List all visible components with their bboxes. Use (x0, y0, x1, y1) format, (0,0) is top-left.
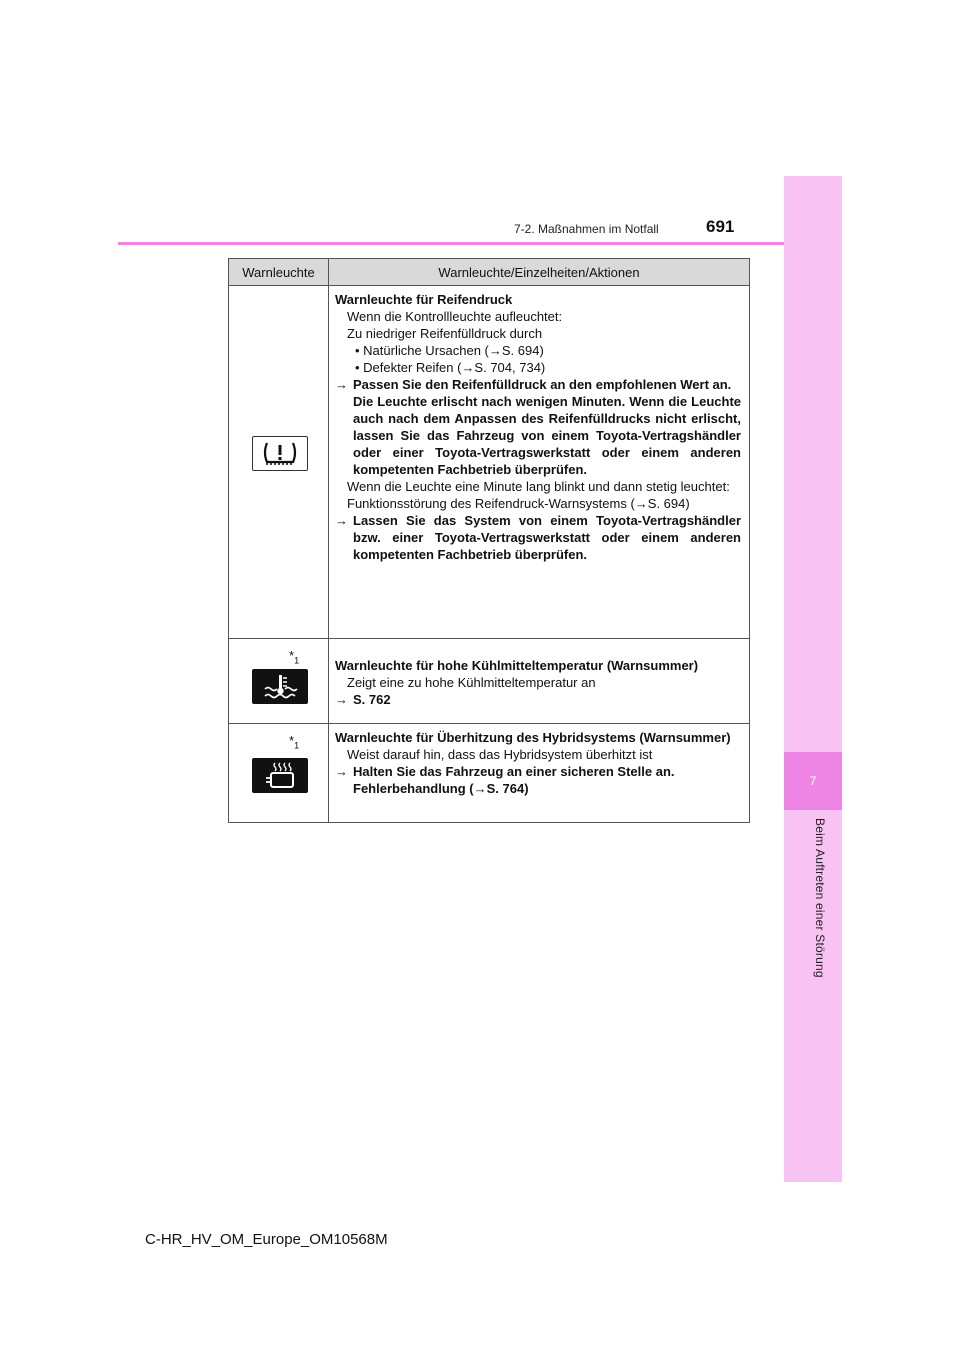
action-text: Passen Sie den Reifenfülldruck an den empfohlenen Wert an. (353, 377, 732, 392)
document-code: C-HR_HV_OM_Europe_OM10568M (145, 1231, 388, 1248)
column-header-details: Warnleuchte/Einzelheiten/Aktionen (329, 259, 750, 286)
chapter-side-tab (784, 176, 842, 1182)
detail-line: Wenn die Leuchte eine Minute lang blinkt und dann stetig leuchtet: (347, 479, 730, 494)
table-header-row (229, 259, 750, 286)
detail-line: Wenn die Kontrollleuchte aufleuchtet: (347, 309, 563, 324)
action-block (335, 691, 741, 708)
action-text: Die Leuchte erlischt nach wenigen Minuten. Wenn die Leuchte auch nach dem Anpassen des Reifenfülldrucks nicht erlischt, lassen Sie das Fahrzeug von einem Toyota-Vertragshändler oder einer Toyota-Vertragswerkstatt oder einem anderen kompetenten Fachbetrieb überprüfen. (353, 394, 741, 477)
icon-cell (229, 286, 329, 639)
action-block (335, 376, 741, 478)
row-title: Warnleuchte für Reifendruck (335, 292, 513, 307)
icon-cell (229, 639, 329, 724)
column-header-warnleuchte: Warnleuchte (229, 259, 329, 286)
page-reference: S. 762 (353, 692, 391, 707)
chapter-title: Beim Auftreten einer Störung (813, 818, 827, 978)
page-number: 691 (706, 217, 735, 236)
details-cell (329, 286, 750, 639)
detail-line: Funktionsstörung des Reifendruck-Warnsystems (→S. 694) (347, 496, 690, 511)
arrow-icon: → (335, 377, 348, 392)
action-text: Lassen Sie das System von einem Toyota-Vertragshändler bzw. einer Toyota-Vertragswerkstatt oder einem anderen kompetenten Fachbetrieb überprüfen. (353, 513, 741, 562)
footnote-marker: $*_1$ (289, 648, 300, 666)
bullet-item: • Natürliche Ursachen (→S. 694) (355, 343, 544, 358)
footnote-marker: $*_1$ (289, 733, 300, 751)
tire-pressure-warning-icon (252, 436, 308, 471)
action-block (335, 763, 741, 797)
action-text: Halten Sie das Fahrzeug an einer sicheren Stelle an. (353, 764, 675, 779)
table-row (229, 639, 750, 724)
arrow-icon: → (335, 513, 348, 528)
arrow-icon: → (335, 692, 348, 707)
details-cell (329, 724, 750, 823)
detail-line: Zeigt eine zu hohe Kühlmitteltemperatur an (347, 675, 596, 690)
table-row (229, 286, 750, 639)
detail-line: Zu niedriger Reifenfülldruck durch (347, 326, 543, 341)
header-divider (118, 242, 784, 245)
icon-cell (229, 724, 329, 823)
row-title: Warnleuchte für hohe Kühlmitteltemperatur (Warnsummer) (335, 658, 699, 673)
warning-light-table (228, 258, 750, 823)
table-row (229, 724, 750, 823)
detail-line: Weist darauf hin, dass das Hybridsystem überhitzt ist (347, 747, 653, 762)
chapter-number: 7 (784, 752, 842, 810)
row-title: Warnleuchte für Überhitzung des Hybridsystems (Warnsummer) (335, 730, 731, 745)
coolant-temperature-icon (252, 669, 308, 704)
section-title: 7-2. Maßnahmen im Notfall (514, 222, 659, 236)
arrow-icon: → (335, 764, 348, 779)
action-block (335, 512, 741, 563)
bullet-item: • Defekter Reifen (→S. 704, 734) (355, 360, 546, 375)
details-cell (329, 639, 750, 724)
hybrid-system-overheat-icon (252, 758, 308, 793)
action-text: Fehlerbehandlung (→S. 764) (353, 781, 529, 796)
